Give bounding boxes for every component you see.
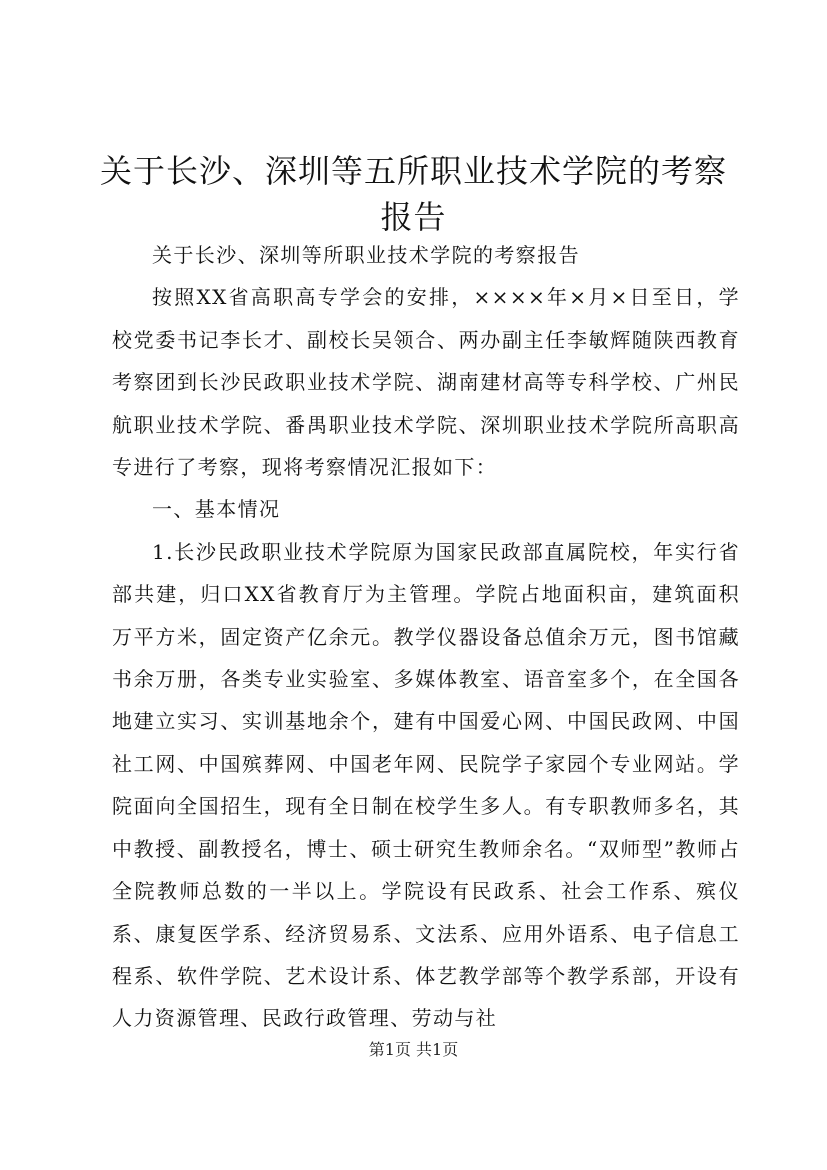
- page-footer: 第1页 共1页: [368, 1040, 459, 1059]
- document-title: 关于长沙、深圳等五所职业技术学院的考察报告: [100, 152, 728, 236]
- section-heading-basic-info: 一、基本情况: [152, 497, 281, 522]
- paragraph-subtitle: 关于长沙、深圳等所职业技术学院的考察报告: [152, 243, 580, 267]
- paragraph-intro: 按照XX省高职高专学会的安排，××××年×月×日至日，学校党委书记李长才、副校长吴领合、两办副主任李敏辉随陕西教育考察团到长沙民政职业技术学院、湖南建材高等专科学校、广州民航职业技术学院、番禺职业技术学院、深圳职业技术学院所高职高专进行了考察，现将考察情况汇报如下：: [112, 285, 740, 480]
- document-body: [112, 234, 740, 1040]
- paragraph-changsha: 1.长沙民政职业技术学院原为国家民政部直属院校，年实行省部共建，归口XX省教育厅为主管理。学院占地面积亩，建筑面积万平方米，固定资产亿余元。教学仪器设备总值余万元，图书馆藏书余万册，各类专业实验室、多媒体教室、语音室多个，在全国各地建立实习、实训基地余个，建有中国爱心网、中国民政网、中国社工网、中国殡葬网、中国老年网、民院学子家园个专业网站。学院面向全国招生，现有全日制在校学生多人。有专职教师多名，其中教授、副教授名，博士、硕士研究生教师余名。“双师型”教师占全院教师总数的一半以上。学院设有民政系、社会工作系、殡仪系、康复医学系、经济贸易系、文法系、应用外语系、电子信息工程系、软件学院、艺术设计系、体艺教学部等个教学系部，开设有人力资源管理、民政行政管理、劳动与社: [112, 539, 740, 1031]
